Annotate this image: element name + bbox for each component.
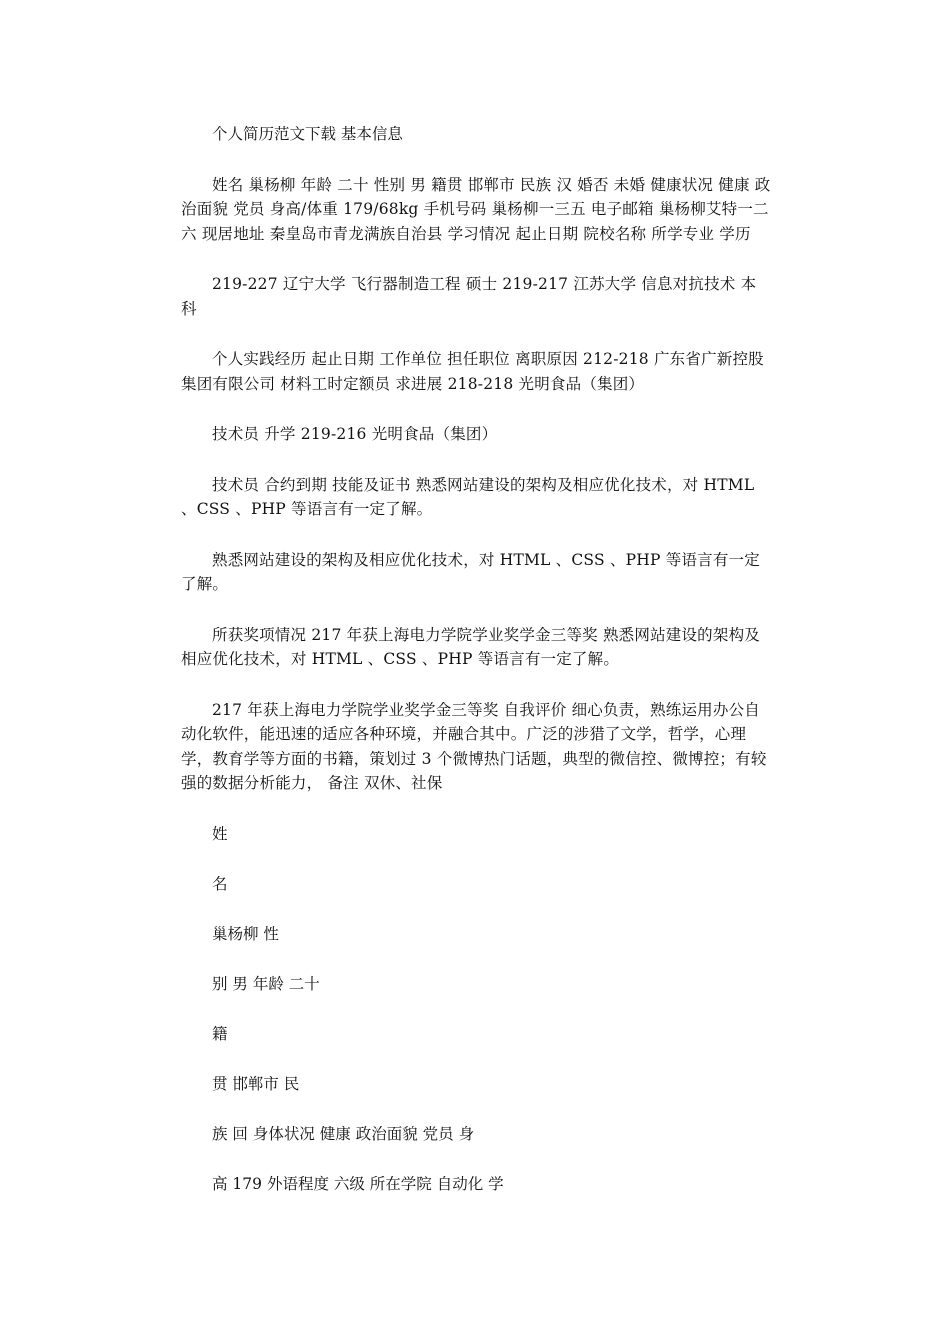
short-line: 名 (212, 874, 228, 893)
paragraph-self-evaluation: 217 年获上海电力学院学业奖学金三等奖 自我评价 细心负责，熟练运用办公自动化软件，能迅速的适应各种环境，并融合其中。广泛的涉猎了文学，哲学，心理学，教育学等方面的书籍，策划过 3 个微博热门话题，典型的微信控、微博控；有较强的数据分析能力， 备注 双休、社保 (181, 700, 767, 792)
paragraph-education: 219-227 辽宁大学 飞行器制造工程 硕士 219-217 江苏大学 信息对抗技术 本科 (181, 275, 757, 318)
short-line: 姓 (212, 824, 228, 843)
short-line: 巢杨柳 性 (212, 924, 279, 943)
short-line: 籍 (212, 1024, 228, 1043)
paragraph-basic-info: 姓名 巢杨柳 年龄 二十 性别 男 籍贯 邯郸市 民族 汉 婚否 未婚 健康状况 健康 政治面貌 党员 身高/体重 179/68kg 手机号码 巢杨柳一三五 电子邮箱 巢杨柳艾特一二六 现居地址 秦皇岛市青龙满族自治县 学习情况 起止日期 院校名称 所学专业 学历 (181, 175, 771, 243)
paragraph-technician-1: 技术员 升学 219-216 光明食品（集团） (212, 425, 498, 443)
document-body (181, 122, 771, 1196)
paragraph-skills-repeat: 熟悉网站建设的架构及相应优化技术，对 HTML 、CSS 、PHP 等语言有一定了解。 (181, 550, 760, 593)
short-line: 族 回 身体状况 健康 政治面貌 党员 身 (212, 1124, 475, 1143)
short-line: 高 179 外语程度 六级 所在学院 自动化 学 (212, 1174, 504, 1193)
short-line: 别 男 年龄 二十 (212, 974, 320, 993)
paragraph-awards: 所获奖项情况 217 年获上海电力学院学业奖学金三等奖 熟悉网站建设的架构及相应优化技术，对 HTML 、CSS 、PHP 等语言有一定了解。 (181, 625, 760, 668)
paragraph-skills: 技术员 合约到期 技能及证书 熟悉网站建设的架构及相应优化技术，对 HTML 、CSS 、PHP 等语言有一定了解。 (181, 475, 755, 518)
paragraph-practice-experience: 个人实践经历 起止日期 工作单位 担任职位 离职原因 212-218 广东省广新控股集团有限公司 材料工时定额员 求进展 218-218 光明食品（集团） (181, 350, 764, 393)
document-title-line: 个人简历范文下载 基本信息 (212, 125, 403, 143)
short-line: 贯 邯郸市 民 (212, 1074, 300, 1093)
